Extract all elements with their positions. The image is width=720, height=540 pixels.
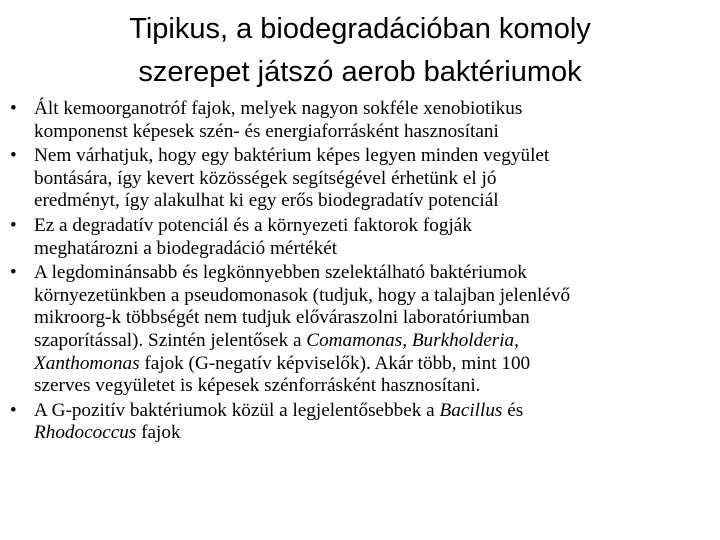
- bullet-5-line-2: [34, 422, 714, 445]
- bullet-4-line-5-text: fajok (G-negatív képviselők). Akár több, mint 100: [139, 352, 531, 374]
- bullet-item-4: [4, 262, 714, 398]
- bullet-2-line-2: bontására, így kevert közösségek segítségével érhetünk el jó: [34, 167, 497, 189]
- bullet-4-line-1: A legdominánsabb és legkönnyebben szelektálható baktériumok: [34, 262, 527, 284]
- bullet-dot-icon: •: [10, 262, 17, 284]
- bullet-4-line-3: mikroorg-k többségét nem tudjuk előváraszolni laboratóriumban: [34, 307, 530, 329]
- bullet-4-line-4-text: szaporítással). Szintén jelentősek a: [34, 329, 307, 351]
- title-line-2: szerepet játszó aerob baktériumok: [138, 56, 582, 88]
- bullet-item-3: [4, 215, 714, 260]
- bullet-5-line-2-text: fajok: [136, 422, 181, 444]
- bullet-4-genus-names: Comamonas, Burkholderia,: [306, 329, 519, 351]
- bullet-4-line-4: [34, 330, 714, 353]
- bullet-2-line-3: eredményt, így alakulhat ki egy erős biodegradatív potenciál: [34, 190, 499, 212]
- bullet-dot-icon: •: [10, 399, 17, 421]
- bullet-2-line-1: Nem várhatjuk, hogy egy baktérium képes legyen minden vegyület: [34, 145, 550, 167]
- bullet-5-genus-bacillus: Bacillus: [439, 399, 503, 421]
- bullet-4-line-5: [34, 353, 714, 376]
- bullet-5-line-1: [34, 400, 714, 423]
- bullet-5-line-1-text: A G-pozitív baktériumok közül a legjelentősebbek a: [34, 399, 440, 421]
- slide-title: [20, 8, 700, 94]
- bullet-dot-icon: •: [10, 98, 17, 119]
- bullet-1-line-1: Ált kemoorganotróf fajok, melyek nagyon sokféle xenobiotikus: [34, 98, 523, 119]
- bullet-5-line-1-end: és: [502, 399, 524, 421]
- bullet-item-1: [4, 98, 714, 143]
- bullet-item-2: [4, 145, 714, 213]
- bullet-dot-icon: •: [10, 214, 17, 236]
- bullet-dot-icon: •: [10, 145, 17, 167]
- bullet-4-line-2: környezetünkben a pseudomonasok (tudjuk, hogy a talajban jelenlévő: [34, 284, 571, 306]
- bullet-3-line-1: Ez a degradatív potenciál és a környezeti faktorok fogják: [34, 214, 472, 236]
- bullet-3-line-2: meghatározni a biodegradáció mértékét: [34, 237, 338, 259]
- bullet-4-genus-xanthomonas: Xanthomonas: [34, 352, 140, 374]
- title-line-1: Tipikus, a biodegradációban komoly: [129, 13, 591, 45]
- bullet-item-5: [4, 400, 714, 445]
- bullet-1-line-2: komponenst képesek szén- és energiaforrásként hasznosítani: [34, 120, 499, 142]
- bullet-4-line-6: szerves vegyületet is képesek szénforrásként hasznosítani.: [34, 375, 481, 397]
- bullet-5-genus-rhodococcus: Rhodococcus: [34, 422, 137, 444]
- bullet-list: [4, 98, 714, 447]
